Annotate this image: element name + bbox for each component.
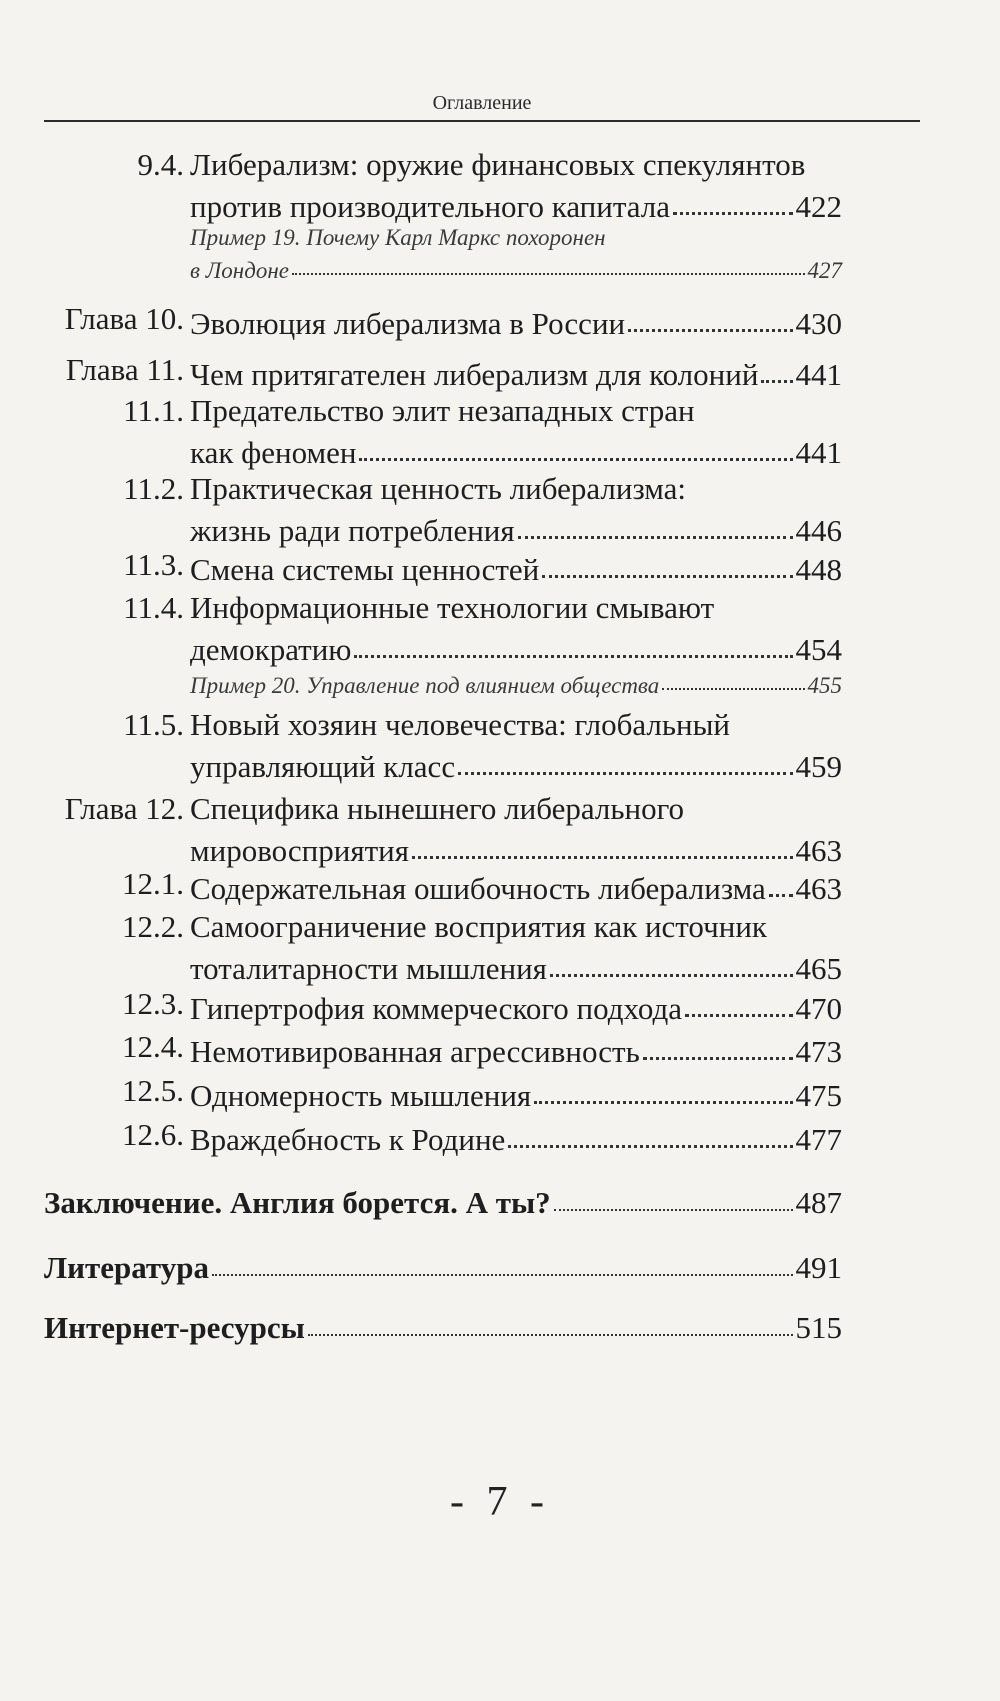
dot-leader [628, 298, 792, 332]
toc-entry [0, 470, 842, 549]
section-number: 12.5. [122, 1073, 184, 1108]
chapter-number: Глава 12. [64, 791, 184, 826]
page-ref: 463 [795, 871, 842, 906]
entry-title-line: Новый хозяин человечества: глобальный [190, 707, 731, 742]
entry-title-line: тоталитарности мышления [190, 951, 547, 986]
entry-title-line: Практическая ценность либерализма: [190, 471, 687, 506]
page-ref: 427 [807, 258, 842, 283]
dot-leader [518, 505, 793, 539]
entry-title-line: как феномен [190, 435, 357, 470]
dot-leader [292, 250, 805, 275]
entry-title-line: в Лондоне [190, 258, 289, 283]
toc-entry [0, 1072, 842, 1114]
toc-entry-conclusion [44, 1180, 842, 1221]
entry-title-line: Предательство элит незападных стран [190, 393, 695, 428]
toc-entry [0, 589, 842, 668]
dot-leader [554, 1178, 793, 1211]
page-ref: 448 [795, 552, 842, 587]
entry-title-line: Пример 20. Управление под влиянием общества [190, 673, 660, 698]
dot-leader [685, 983, 793, 1017]
dot-leader [412, 825, 793, 859]
page-ref: 465 [795, 951, 842, 986]
entry-title-line: Чем притягателен либерализм для колоний [190, 357, 759, 392]
page-ref: 463 [795, 833, 842, 868]
entry-title-line: Одномерность мышления [190, 1078, 532, 1113]
page-ref: 473 [795, 1034, 842, 1069]
entry-title-line: Немотивированная агрессивность [190, 1034, 640, 1069]
entry-title-line: Содержательная ошибочность либерализма [190, 871, 766, 906]
entry-title-line: Литература [44, 1250, 209, 1285]
page-ref: 454 [795, 632, 842, 667]
section-number: 11.5. [123, 707, 184, 742]
dot-leader [769, 863, 793, 897]
page-ref: 430 [795, 306, 842, 341]
section-number: 11.3. [123, 547, 184, 582]
entry-title-line: Гипертрофия коммерческого подхода [190, 991, 682, 1026]
section-number: 11.4. [123, 590, 184, 625]
toc-entry [0, 790, 842, 869]
page-ref: 459 [795, 749, 842, 784]
dot-leader [673, 181, 792, 215]
running-header: Оглавление [44, 92, 920, 122]
dot-leader [643, 1026, 793, 1060]
section-number: 12.6. [122, 1117, 184, 1152]
dot-leader [534, 1070, 792, 1104]
entry-title-line: Пример 19. Почему Карл Маркс похоронен [190, 225, 606, 250]
toc-example-entry [0, 222, 842, 286]
entry-title-line: Информационные технологии смывают [190, 590, 715, 625]
dot-leader [458, 741, 792, 775]
dot-leader [662, 665, 804, 690]
toc-example-entry [0, 668, 842, 701]
toc-entry [0, 706, 842, 785]
toc-entry-internet-resources [44, 1305, 842, 1346]
toc-entry [0, 546, 842, 588]
section-number: 9.4. [137, 147, 184, 182]
page-ref: 422 [795, 189, 842, 224]
toc-entry [0, 865, 842, 907]
toc-entry-bibliography [44, 1245, 842, 1286]
section-number: 12.1. [122, 866, 184, 901]
page-ref: 487 [795, 1185, 842, 1220]
toc-entry [0, 351, 842, 393]
entry-title-line: против производительного капитала [190, 189, 671, 224]
page-ref: 491 [795, 1250, 842, 1285]
dot-leader [542, 544, 792, 578]
section-number: 12.3. [122, 986, 184, 1021]
section-number: 12.4. [122, 1029, 184, 1064]
page-ref: 441 [795, 435, 842, 470]
page-ref: 475 [795, 1078, 842, 1113]
entry-title-line: Специфика нынешнего либерального [190, 791, 685, 826]
toc-entry [0, 1028, 842, 1070]
entry-title-line: Интернет-ресурсы [44, 1310, 305, 1345]
page-ref: 470 [795, 991, 842, 1026]
dot-leader [550, 943, 793, 977]
section-number: 11.1. [123, 393, 184, 428]
page-ref: 477 [795, 1122, 842, 1157]
toc-entry [0, 1116, 842, 1158]
toc-entry [0, 146, 842, 225]
entry-title-line: управляющий класс [190, 749, 456, 784]
entry-title-line: Смена системы ценностей [190, 552, 540, 587]
dot-leader [359, 427, 792, 461]
entry-title-line: Самоограничение восприятия как источник [190, 909, 767, 944]
page-ref: 446 [795, 513, 842, 548]
toc-entry [0, 985, 842, 1027]
section-number: 12.2. [122, 909, 184, 944]
entry-title-line: Заключение. Англия борется. А ты? [44, 1185, 551, 1220]
page-ref: 441 [795, 357, 842, 392]
page-ref: 455 [807, 673, 842, 698]
entry-title-line: жизнь ради потребления [190, 513, 515, 548]
toc-entry [0, 392, 842, 471]
entry-title-line: Враждебность к Родине [190, 1122, 506, 1157]
page-ref: 515 [795, 1310, 842, 1345]
dot-leader [308, 1303, 793, 1336]
dot-leader [212, 1243, 793, 1276]
dot-leader [354, 624, 792, 658]
toc-entry [0, 908, 842, 987]
entry-title-line: мировосприятия [190, 833, 409, 868]
entry-title-line: демократию [190, 632, 352, 667]
entry-title-line: Эволюция либерализма в России [190, 306, 626, 341]
section-number: 11.2. [123, 471, 184, 506]
chapter-number: Глава 11. [65, 352, 184, 387]
page-number: - 7 - [450, 1479, 550, 1525]
dot-leader [761, 349, 792, 383]
toc-entry [0, 300, 842, 342]
chapter-number: Глава 10. [64, 301, 184, 336]
dot-leader [508, 1114, 792, 1148]
entry-title-line: Либерализм: оружие финансовых спекулянтов [190, 147, 806, 182]
